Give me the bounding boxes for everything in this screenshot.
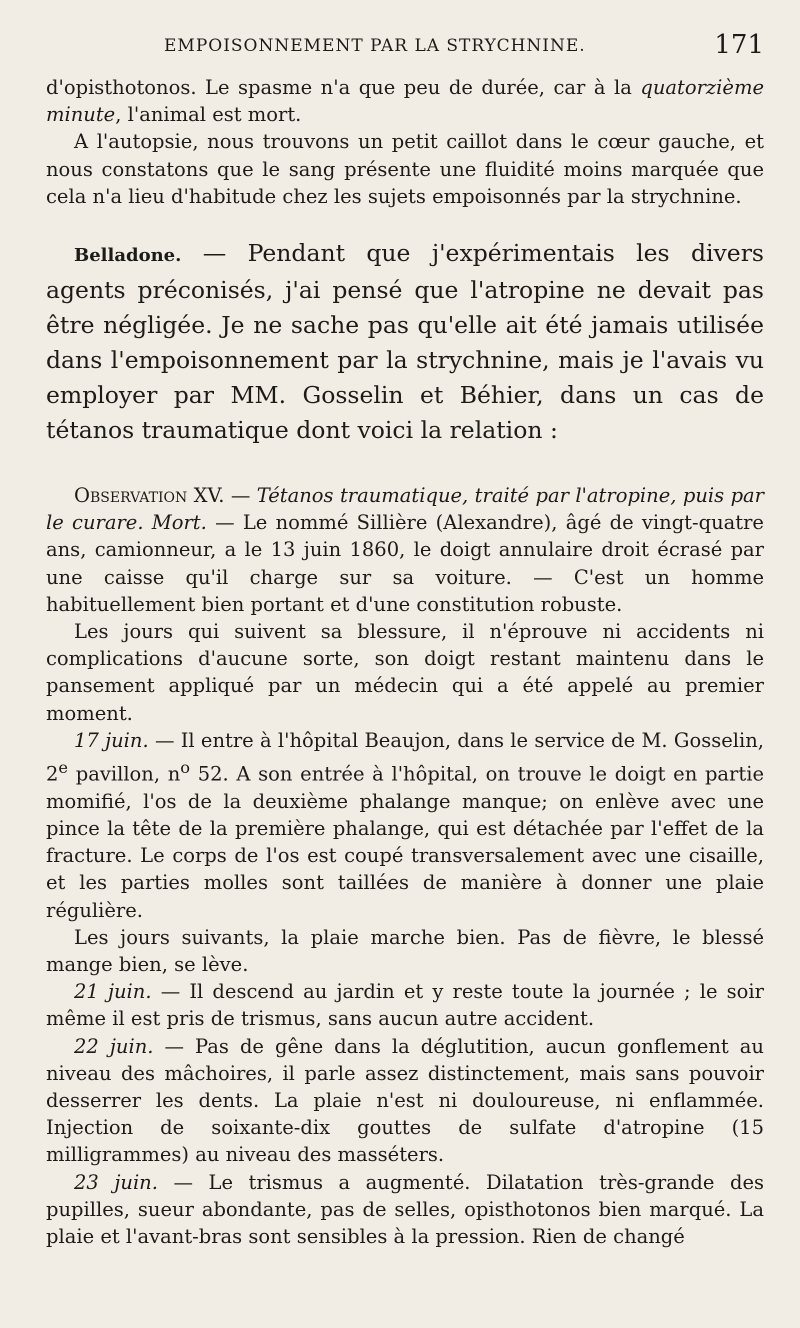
- running-title: EMPOISONNEMENT PAR LA STRYCHNINE.: [164, 36, 586, 56]
- paragraph-belladone: Belladone. — Pendant que j'expérimentais les divers agents préconisés, j'ai pensé que l'atropine ne devait pas être négligée. Je ne sache pas qu'elle ait été jamais utilisée dans l'empoisonnement par la strychnine, mais je l'avais vu employer par MM. Gosselin et Béhier, dans un cas de tétanos traumatique dont voici la relation :: [46, 239, 764, 445]
- observation-xv: Observation XV. — Tétanos traumatique, traité par l'atropine, puis par le curare. Mort. — Le nommé Sillière (Alexandre), âgé de vingt-quatre ans, camionneur, a le 13 juin 1860, le doigt annulaire droit écrasé par une caisse qu'il charge sur sa voiture. — C'est un homme habituellement bien portant et d'une constitution robuste.: [46, 484, 764, 616]
- paragraph-autopsie: A l'autopsie, nous trouvons un petit caillot dans le cœur gauche, et nous constatons que le sang présente une fluidité moins marquée que cela n'a lieu d'habitude chez les sujets empoisonnés par la strychnine.: [46, 130, 764, 208]
- date-22-juin: 22 juin.: [74, 1034, 154, 1058]
- date-21-juin: 21 juin.: [74, 980, 152, 1004]
- date-17-juin: 17 juin.: [74, 728, 149, 752]
- paragraph-22-juin: 22 juin. — Pas de gêne dans la déglutition, aucun gonflement au niveau des mâchoires, il parle assez distinctement, mais sans pouvoir desserrer les dents. La plaie n'est ni douloureuse, ni enflammée. Injection de soixante-dix gouttes de sulfate d'atropine (15 milligrammes) au niveau des masséters.: [46, 1034, 764, 1167]
- section-heading-belladone: Belladone.: [74, 245, 182, 267]
- date-23-juin: 23 juin.: [74, 1170, 158, 1194]
- paragraph-23-juin: 23 juin. — Le trismus a augmenté. Dilatation très-grande des pupilles, sueur abondante, pas de selles, opisthotonos bien marqué. La plaie et l'avant-bras sont sensibles à la pression. Rien de changé: [46, 1170, 764, 1248]
- observation-title: Tétanos traumatique, traité par l'atropine, puis par le curare. Mort.: [46, 484, 764, 535]
- page-header: [46, 30, 764, 74]
- paragraph-opisthotonos: d'opisthotonos. Le spasme n'a que peu de durée, car à la quatorzième minute, l'animal est mort.: [46, 76, 764, 127]
- paragraph-21-juin: 21 juin. — Il descend au jardin et y reste toute la journée ; le soir même il est pris de trismus, sans aucun autre accident.: [46, 980, 764, 1031]
- paragraph-17-juin: 17 juin. — Il entre à l'hôpital Beaujon, dans le service de M. Gosselin, 2e pavillon, $n^o$ 52. A son entrée à l'hôpital, on trouve le doigt en partie momifié, l'os de la deuxième phalange manque; on enlève avec une pince la tête de la première phalange, qui est détachée par l'effet de la fracture. Le corps de l'os est coupé transversalement avec une cisaille, et les parties molles sont taillées de manière à donner une plaie régulière.: [46, 728, 764, 922]
- paragraph-jours: Les jours qui suivent sa blessure, il n'éprouve ni accidents ni complications d'aucune sorte, son doigt restant maintenu dans le pansement appliqué par un médecin qui a été appelé au premier moment.: [46, 620, 764, 725]
- book-page: [46, 30, 764, 1250]
- page-number: 171: [714, 30, 764, 60]
- paragraph-jours-suivants: Les jours suivants, la plaie marche bien. Pas de fièvre, le blessé mange bien, se lève.: [46, 925, 764, 976]
- observation-label: Observation: [74, 484, 188, 508]
